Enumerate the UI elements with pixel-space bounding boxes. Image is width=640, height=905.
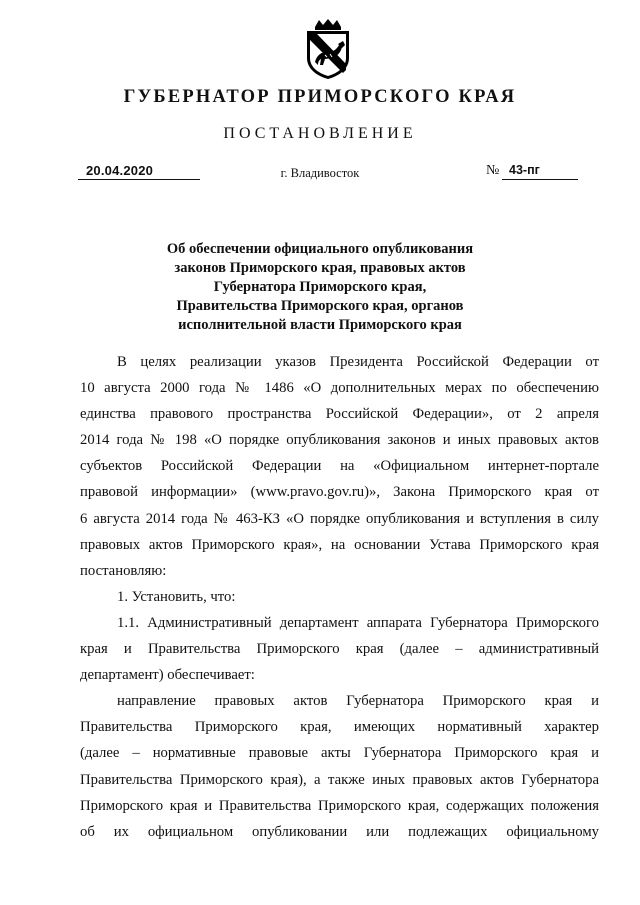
body-line: 6 августа 2014 года № 463-КЗ «О порядке опубликования и вступления в силу	[80, 510, 599, 527]
body-line: 10 августа 2000 года № 1486 «О дополнительных мерах по обеспечению	[80, 380, 599, 397]
body-line: В целях реализации указов Президента Российской Федерации от	[117, 354, 599, 370]
body-line: Правительства Приморского края, имеющих нормативный характер	[80, 719, 599, 736]
subject-line: законов Приморского края, правовых актов	[174, 260, 466, 276]
body-line: об их официальном опубликовании или подлежащих официальному	[80, 823, 599, 840]
subject-line: Губернатора Приморского края,	[213, 279, 427, 295]
subject-line: Об обеспечении официального опубликования	[166, 241, 474, 257]
document-subject	[100, 240, 540, 335]
number-label: №	[486, 163, 500, 178]
body-line: единства правового пространства Российской Федерации», от 2 апреля	[80, 406, 599, 423]
body-line: края и Правительства Приморского края (далее – административный	[80, 641, 599, 658]
body-line: субъектов Российской Федерации на «Официальном интернет-портале	[80, 458, 599, 475]
body-line: 2014 года № 198 «О порядке опубликования законов и иных правовых актов	[80, 432, 599, 449]
number-field	[502, 163, 578, 180]
body-line: департамент) обеспечивает:	[80, 667, 255, 684]
body-line: направление правовых актов Губернатора Приморского края и	[117, 693, 599, 710]
subject-line: исполнительной власти Приморского края	[178, 317, 462, 333]
body-line: постановляю:	[80, 562, 167, 579]
body-line: правовой информации» (www.pravo.gov.ru)», Закона Приморского края от	[80, 484, 599, 501]
body-line: Правительства Приморского края), а также иных правовых актов Губернатора	[80, 771, 599, 788]
body-line: 1. Установить, что:	[117, 588, 236, 605]
coat-of-arms-icon	[301, 18, 355, 80]
document-body	[80, 349, 599, 845]
document-date: 20.04.2020	[86, 163, 154, 178]
body-line: правовых актов Приморского края», на основании Устава Приморского края	[80, 536, 599, 553]
body-line: (далее – нормативные правовые акты Губернатора Приморского края и	[80, 745, 599, 762]
document-type: ПОСТАНОВЛЕНИЕ	[223, 125, 417, 142]
org-title: ГУБЕРНАТОР ПРИМОРСКОГО КРАЯ	[123, 87, 517, 107]
body-line: 1.1. Административный департамент аппарата Губернатора Приморского	[117, 614, 599, 631]
document-number: 43-пг	[509, 163, 540, 177]
city: г. Владивосток	[280, 166, 360, 180]
subject-line: Правительства Приморского края, органов	[176, 298, 464, 314]
body-line: Приморского края и Правительства Приморского края, содержащих положения	[80, 797, 599, 814]
